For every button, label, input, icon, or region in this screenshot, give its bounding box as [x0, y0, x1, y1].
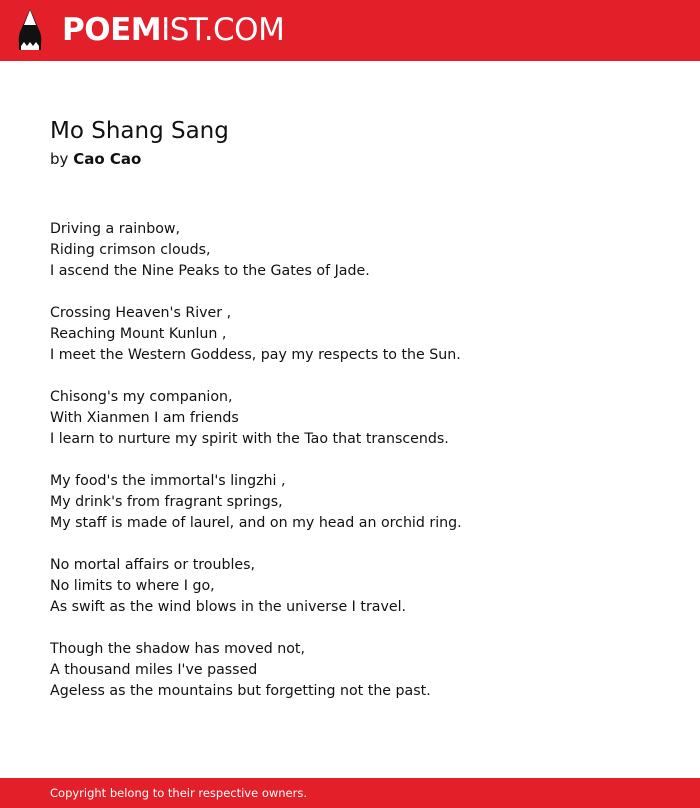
stanza: [50, 639, 462, 702]
poem-line: My food's the immortal's lingzhi ,: [50, 473, 286, 489]
copyright-text: Copyright belong to their respective owners.: [50, 786, 308, 800]
poem-line: I meet the Western Goddess, pay my respects to the Sun.: [50, 347, 461, 363]
site-footer: [0, 778, 700, 808]
poem-line: I learn to nurture my spirit with the Tao that transcends.: [50, 431, 449, 447]
poem-line: With Xianmen I am friends: [50, 410, 239, 426]
by-label: by: [50, 150, 69, 168]
poem-line: Reaching Mount Kunlun ,: [50, 326, 227, 342]
stanza: [50, 219, 462, 282]
poem-body: [50, 219, 462, 723]
poem-title: Mo Shang Sang: [50, 118, 229, 144]
site-logo[interactable]: [62, 12, 284, 48]
poem-line: Though the shadow has moved not,: [50, 641, 305, 657]
poem-line: No mortal affairs or troubles,: [50, 557, 256, 573]
pen-nib-icon: [16, 8, 44, 52]
author-name: Cao Cao: [73, 150, 142, 168]
poem-line: I ascend the Nine Peaks to the Gates of Jade.: [50, 263, 370, 279]
logo-bold-text: POEM: [62, 12, 162, 48]
poem-line: Riding crimson clouds,: [50, 242, 211, 258]
poem-line: Chisong's my companion,: [50, 389, 233, 405]
poem-line: Crossing Heaven's River ,: [50, 305, 232, 321]
stanza: [50, 303, 462, 366]
poem-line: My staff is made of laurel, and on my head an orchid ring.: [50, 515, 462, 531]
byline: [50, 149, 141, 169]
poem-line: As swift as the wind blows in the universe I travel.: [50, 599, 407, 615]
logo-light-text: IST.COM: [161, 12, 285, 48]
site-header: [0, 0, 700, 61]
poem-line: Ageless as the mountains but forgetting not the past.: [50, 683, 431, 699]
poem-line: A thousand miles I've passed: [50, 662, 258, 678]
poem-line: No limits to where I go,: [50, 578, 215, 594]
poem-line: Driving a rainbow,: [50, 221, 181, 237]
poem-line: My drink's from fragrant springs,: [50, 494, 283, 510]
stanza: [50, 471, 462, 534]
stanza: [50, 555, 462, 618]
stanza: [50, 387, 462, 450]
